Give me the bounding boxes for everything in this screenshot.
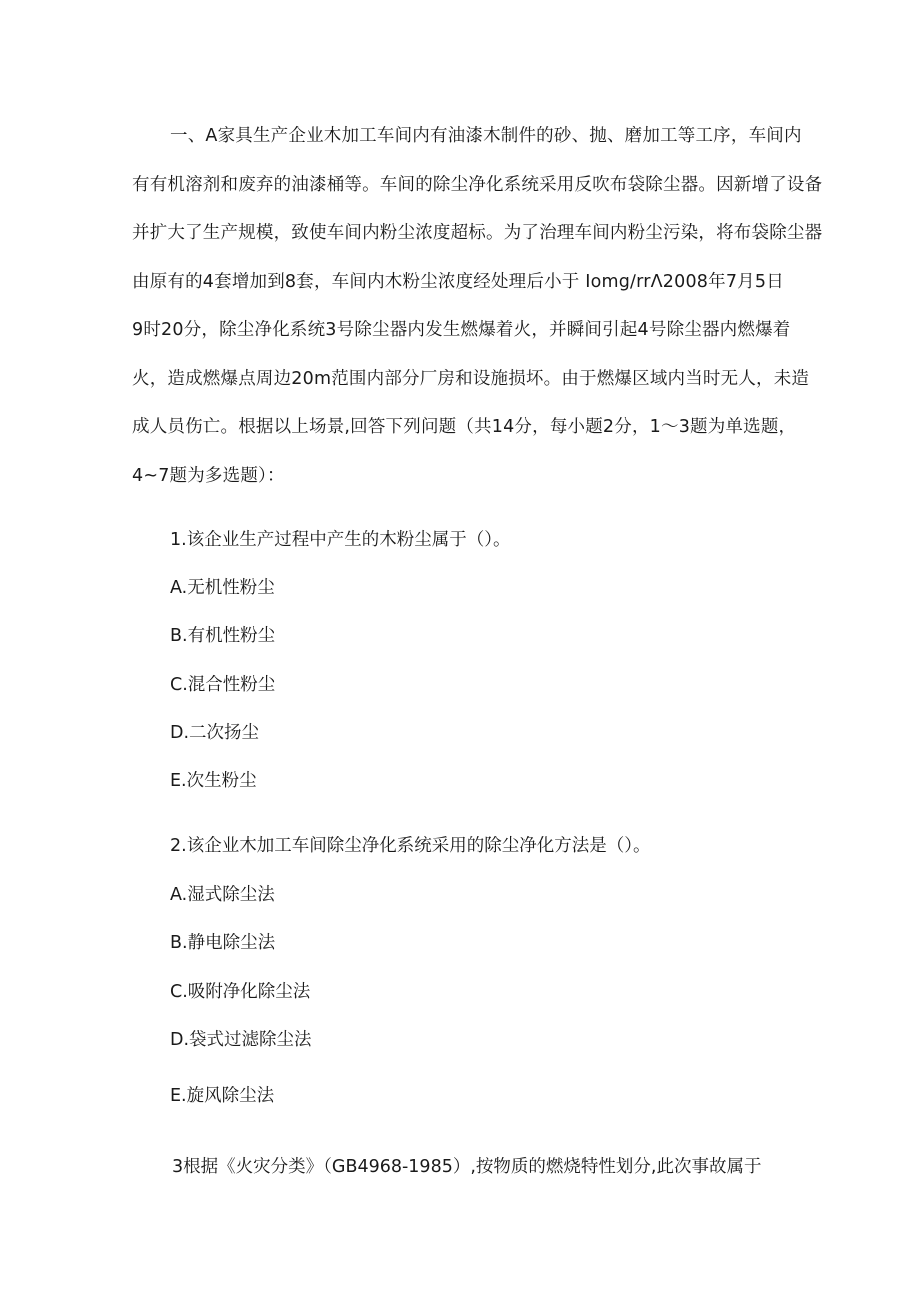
question-1-option-c: C.混合性粉尘 bbox=[170, 675, 276, 695]
scenario-line: 有有机溶剂和废弃的油漆桶等。车间的除尘净化系统采用反吹布袋除尘器。因新增了设备 bbox=[132, 174, 823, 195]
question-2-option-d: D.袋式过滤除尘法 bbox=[170, 1030, 312, 1050]
question-3-stem: 3根据《火灾分类》（GB4968-1985）,按物质的燃烧特性划分,此次事故属于 bbox=[172, 1157, 762, 1177]
scenario-line: 并扩大了生产规模，致使车间内粉尘浓度超标。为了治理车间内粉尘污染，将布袋除尘器 bbox=[132, 223, 823, 243]
question-1-option-d: D.二次扬尘 bbox=[170, 723, 260, 743]
question-2-option-a: A.湿式除尘法 bbox=[170, 885, 275, 905]
scenario-line: 一、A家具生产企业木加工车间内有油漆木制件的砂、抛、磨加工等工序，车间内 bbox=[170, 126, 802, 146]
scenario-line: 由原有的4套增加到8套，车间内木粉尘浓度经处理后小于 Iomg∕rrΛ2008年7月5日 bbox=[132, 271, 784, 292]
question-1-option-e: E.次生粉尘 bbox=[170, 771, 257, 791]
question-1-stem: 1.该企业生产过程中产生的木粉尘属于（）。 bbox=[170, 530, 511, 550]
scenario-paragraph bbox=[132, 116, 823, 504]
question-2-option-c: C.吸附净化除尘法 bbox=[170, 982, 311, 1002]
question-1-option-b: B.有机性粉尘 bbox=[170, 626, 276, 646]
question-1-option-a: A.无机性粉尘 bbox=[170, 578, 275, 598]
scenario-line: 4~7题为多选题）： bbox=[132, 465, 285, 486]
question-2-stem: 2.该企业木加工车间除尘净化系统采用的除尘净化方法是（）。 bbox=[170, 836, 651, 856]
scenario-line: 火，造成燃爆点周边20m范围内部分厂房和设施损坏。由于燃爆区域内当时无人，未造 bbox=[132, 368, 810, 389]
scenario-line: 成人员伤亡。根据以上场景,回答下列问题（共14分，每小题2分，1〜3题为单选题， bbox=[132, 417, 797, 437]
scenario-line: 9时20分，除尘净化系统3号除尘器内发生燃爆着火，并瞬间引起4号除尘器内燃爆着 bbox=[132, 320, 791, 340]
question-2-option-e: E.旋风除尘法 bbox=[170, 1086, 275, 1106]
question-2-option-b: B.静电除尘法 bbox=[170, 933, 276, 953]
